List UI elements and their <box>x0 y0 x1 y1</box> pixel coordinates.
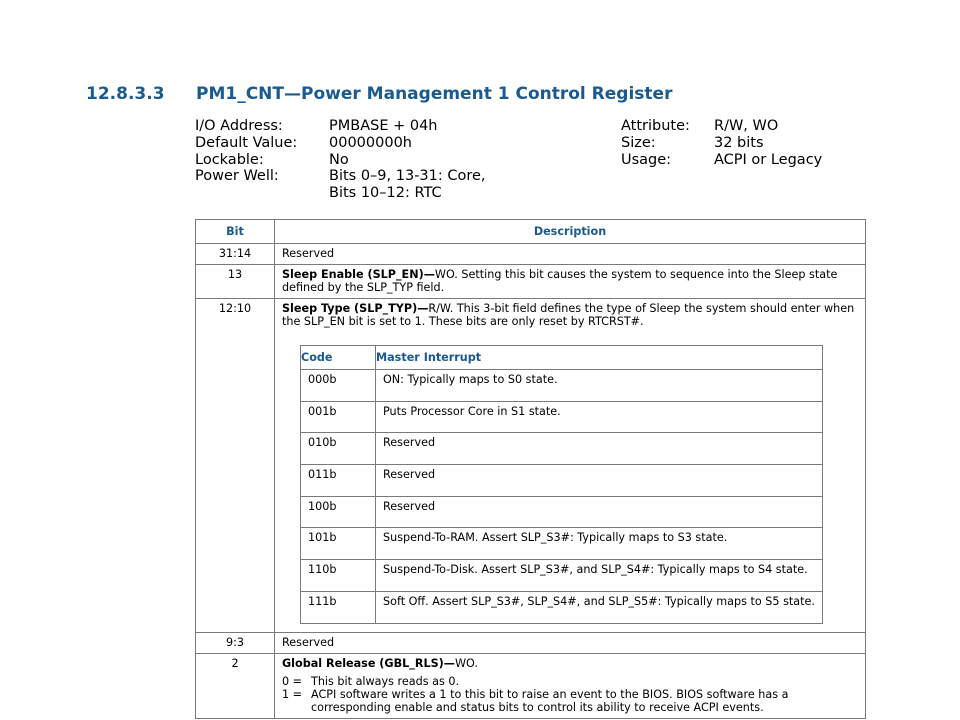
code-row <box>301 465 823 497</box>
option-row <box>282 675 858 688</box>
description-column-header: Description <box>275 220 866 244</box>
value-options <box>282 675 858 714</box>
meta-value: PMBASE + 04h <box>329 118 438 134</box>
meta-key: I/O Address: <box>195 118 283 134</box>
field-name-suffix: )— <box>418 268 435 281</box>
meta-power-well-cont <box>195 185 486 202</box>
code-desc: Reserved <box>376 433 823 465</box>
option-label: 1 = <box>282 687 303 701</box>
code-header: Code <box>301 346 376 370</box>
sleep-type-code-table <box>300 345 823 624</box>
meta-key: Lockable: <box>195 151 264 168</box>
code-row <box>301 528 823 560</box>
meta-key: Power Well: <box>195 168 279 185</box>
register-properties-left <box>195 118 486 202</box>
field-name: Sleep Type (SLP_TYP)— <box>282 302 429 315</box>
code-desc: Suspend-To-RAM. Assert SLP_S3#: Typically maps to S3 state. <box>376 528 823 560</box>
bit-cell: 12:10 <box>196 299 275 633</box>
table-row <box>196 265 866 299</box>
meta-key: Attribute: <box>621 118 690 134</box>
meta-value: 00000000h <box>329 134 412 151</box>
code-desc: Suspend-To-Disk. Assert SLP_S3#, and SLP_S4#: Typically maps to S4 state. <box>376 560 823 592</box>
description-cell: Reserved <box>275 244 866 265</box>
code-row <box>301 496 823 528</box>
code-desc: Puts Processor Core in S1 state. <box>376 401 823 433</box>
option-text: This bit always reads as 0. <box>311 674 460 688</box>
table-row <box>196 632 866 653</box>
meta-lockable <box>195 152 486 169</box>
field-name: Sleep Enable (SLP_EN)— <box>282 268 435 281</box>
table-header-row <box>196 220 866 244</box>
bit-cell: 9:3 <box>196 632 275 653</box>
meta-default-value <box>195 135 486 152</box>
field-name: Global Release (GBL_RLS)— <box>282 656 455 670</box>
meta-value: R/W, WO <box>714 118 779 134</box>
meta-value: ACPI or Legacy <box>714 151 823 168</box>
code-value: 000b <box>301 370 376 402</box>
option-label: 0 = <box>282 674 303 688</box>
description-cell: Reserved <box>275 632 866 653</box>
field-text: WO. Setting this bit causes the system to sequence into the Sleep state defined by the SLP_TYP field. <box>282 268 838 294</box>
code-value: 010b <box>301 433 376 465</box>
option-text: ACPI software writes a 1 to this bit to raise an event to the BIOS. BIOS software has a corresponding enable and status bits to control its ability to receive ACPI events. <box>311 687 789 714</box>
description-cell <box>275 653 866 718</box>
code-desc: Reserved <box>376 465 823 497</box>
section-title: PM1_CNT—Power Management 1 Control Register <box>196 84 673 104</box>
bit-column-header: Bit <box>196 220 275 244</box>
field-text: WO. <box>454 656 478 670</box>
field-text: R/W. This 3-bit field defines the type of Sleep the system should enter when the SLP_EN bit is set to 1. These bits are only reset by RTCRST#. <box>282 302 855 328</box>
bit-cell: 2 <box>196 653 275 718</box>
code-value: 011b <box>301 465 376 497</box>
code-desc: Soft Off. Assert SLP_S3#, SLP_S4#, and SLP_S5#: Typically maps to S5 state. <box>376 591 823 623</box>
section-number: 12.8.3.3 <box>86 84 165 104</box>
meta-size <box>621 135 822 152</box>
option-row <box>282 688 858 714</box>
code-value: 100b <box>301 496 376 528</box>
code-row <box>301 401 823 433</box>
code-value: 001b <box>301 401 376 433</box>
meta-value: No <box>329 151 349 168</box>
register-bit-table <box>195 219 866 719</box>
section-heading <box>86 84 672 104</box>
meta-value: 32 bits <box>714 134 764 151</box>
table-row <box>196 299 866 633</box>
code-value: 111b <box>301 591 376 623</box>
meaning-header: Master Interrupt <box>376 346 823 370</box>
field-mnemonic: SLP_EN <box>372 268 419 281</box>
code-row <box>301 560 823 592</box>
code-row <box>301 370 823 402</box>
meta-attribute <box>621 118 822 135</box>
meta-power-well <box>195 168 486 185</box>
meta-value: Bits 0–9, 13-31: Core, <box>329 168 486 185</box>
meta-value: Bits 10–12: RTC <box>329 185 442 202</box>
table-row <box>196 653 866 718</box>
bit-cell: 31:14 <box>196 244 275 265</box>
code-value: 110b <box>301 560 376 592</box>
meta-key: Size: <box>621 134 656 151</box>
code-desc: Reserved <box>376 496 823 528</box>
code-value: 101b <box>301 528 376 560</box>
code-row <box>301 591 823 623</box>
bit-cell: 13 <box>196 265 275 299</box>
field-name-main: Sleep Enable <box>282 268 364 281</box>
code-row <box>301 433 823 465</box>
meta-key: Default Value: <box>195 134 298 151</box>
meta-key: Usage: <box>621 151 672 168</box>
code-desc: ON: Typically maps to S0 state. <box>376 370 823 402</box>
table-row <box>196 244 866 265</box>
description-cell <box>275 265 866 299</box>
description-cell <box>275 299 866 633</box>
register-properties-right <box>621 118 822 168</box>
meta-io-address <box>195 118 486 135</box>
meta-usage <box>621 152 822 169</box>
